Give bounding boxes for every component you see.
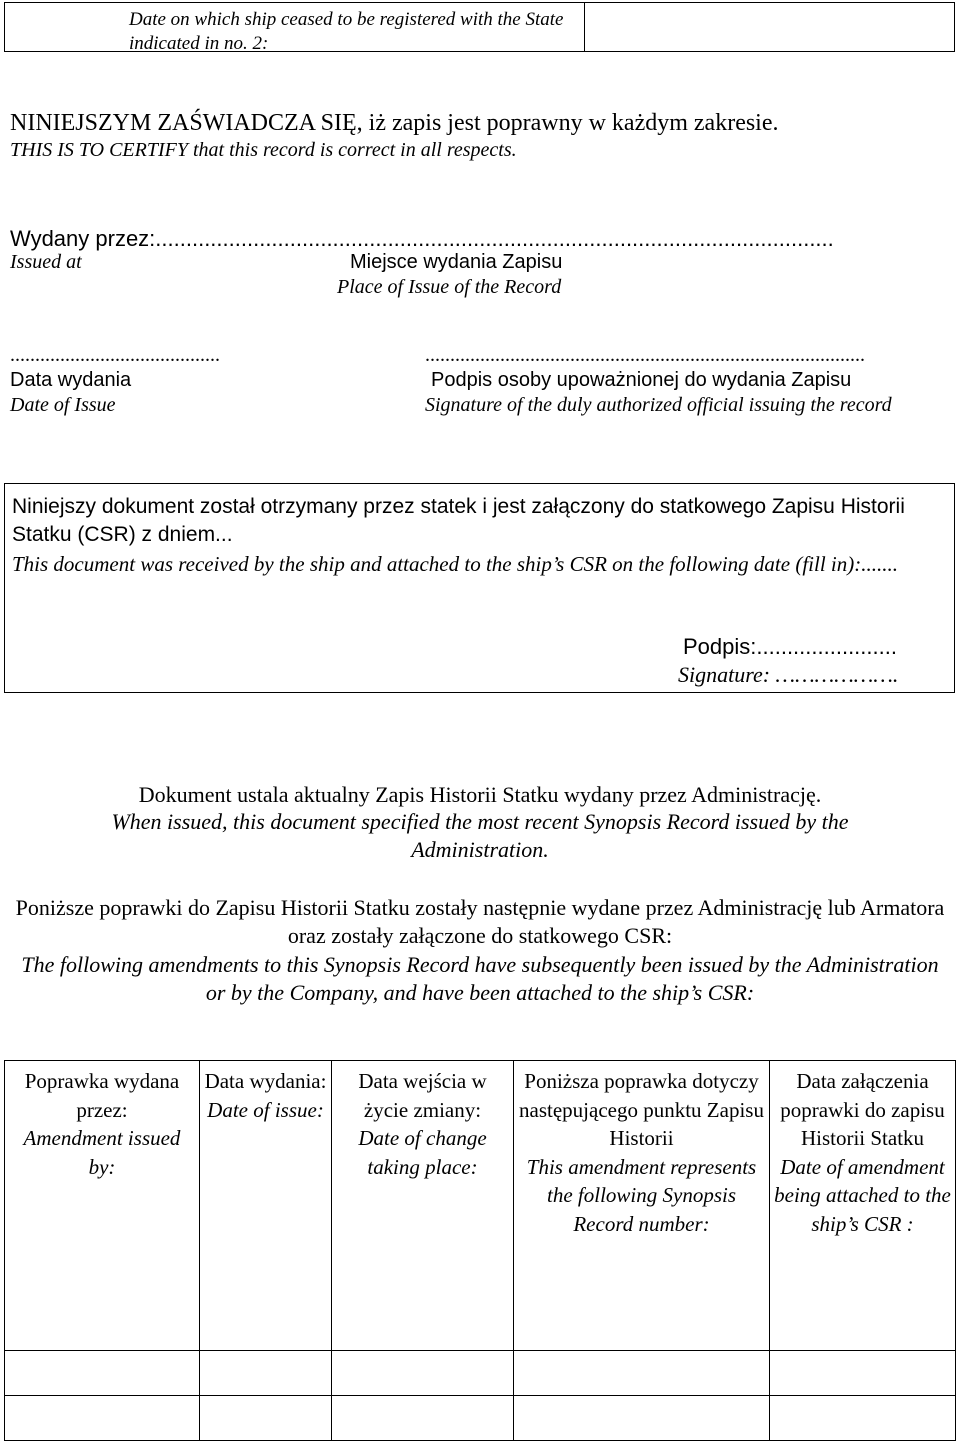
date-of-issue-field: .......................................... bbox=[10, 344, 220, 366]
date-of-issue-label-pl: Data wydania bbox=[10, 369, 132, 391]
amendments-table-header bbox=[5, 1061, 956, 1351]
receipt-signature-en: Signature: ………………. bbox=[678, 662, 899, 687]
signature-label-pl: Podpis osoby upoważnionej do wydania Zapisu bbox=[431, 369, 852, 391]
signature-label-en: Signature of the duly authorized official issuing the record bbox=[425, 394, 892, 416]
column-header-en: Date of change taking place: bbox=[358, 1126, 487, 1179]
ship-ceased-registration-label: Date on which ship ceased to be registered with the State indicated in no. 2: bbox=[129, 9, 564, 54]
table-row bbox=[5, 1351, 956, 1396]
signature-field: ........................................................................................ bbox=[425, 344, 865, 366]
certify-statement-en: THIS IS TO CERTIFY that this record is correct in all respects. bbox=[10, 139, 517, 161]
receipt-statement-pl: Niniejszy dokument został otrzymany przez statek i jest załączony do statkowego Zapisu Historii Statku (CSR) z dniem... bbox=[12, 495, 905, 546]
column-header-en: Date of amendment being attached to the ship’s CSR : bbox=[774, 1154, 951, 1236]
column-header-pl: Data wejścia w życie zmiany: bbox=[358, 1069, 487, 1122]
column-header-en: This amendment represents the following Synopsis Record number: bbox=[526, 1154, 757, 1236]
column-header-amendment-issued-by bbox=[5, 1061, 200, 1351]
column-header-date-of-change bbox=[332, 1061, 514, 1351]
certify-statement-pl: NINIEJSZYM ZAŚWIADCZA SIĘ, iż zapis jest poprawny w każdym zakresie. bbox=[10, 110, 779, 136]
table-row bbox=[5, 1396, 956, 1441]
column-header-en: Amendment issued by: bbox=[23, 1126, 181, 1179]
document-note-en: When issued, this document specified the most recent Synopsis Record issued by the Administration. bbox=[111, 809, 849, 862]
table-cell bbox=[332, 1351, 514, 1396]
column-header-pl: Data wydania: bbox=[204, 1069, 327, 1093]
issued-by-field: Wydany przez:............................................................................................................... bbox=[10, 226, 834, 251]
table-divider bbox=[584, 3, 585, 51]
ship-receipt-box bbox=[4, 483, 955, 693]
column-header-date-attached bbox=[770, 1061, 956, 1351]
table-cell bbox=[514, 1351, 770, 1396]
table-cell bbox=[770, 1351, 956, 1396]
column-header-pl: Poprawka wydana przez: bbox=[24, 1069, 180, 1122]
column-header-date-of-issue bbox=[200, 1061, 332, 1351]
amendments-note-en: The following amendments to this Synopsis Record have subsequently been issued by the Administration or by the Company, and have been attached to the ship’s CSR: bbox=[21, 952, 939, 1005]
column-header-synopsis-record-number bbox=[514, 1061, 770, 1351]
ship-ceased-registration-row bbox=[4, 2, 955, 52]
table-cell bbox=[770, 1396, 956, 1441]
document-note-pl: Dokument ustala aktualny Zapis Historii Statku wydany przez Administrację. bbox=[138, 782, 822, 807]
amendments-table bbox=[4, 1060, 956, 1441]
table-cell bbox=[200, 1351, 332, 1396]
receipt-signature-pl: Podpis:....................... bbox=[683, 634, 897, 659]
place-of-issue-label-pl: Miejsce wydania Zapisu bbox=[350, 251, 563, 273]
column-header-pl: Poniższa poprawka dotyczy następującego punktu Zapisu Historii bbox=[519, 1069, 764, 1150]
place-of-issue-label-en: Place of Issue of the Record bbox=[337, 276, 562, 298]
table-cell bbox=[514, 1396, 770, 1441]
issued-at-label: Issued at bbox=[10, 251, 82, 273]
receipt-statement-en: This document was received by the ship and attached to the ship’s CSR on the following date (fill in):....... bbox=[12, 552, 898, 576]
table-cell bbox=[332, 1396, 514, 1441]
column-header-pl: Data załączenia poprawki do zapisu Historii Statku bbox=[780, 1069, 945, 1150]
amendments-note-pl: Poniższe poprawki do Zapisu Historii Statku zostały następnie wydane przez Administrację lub Armatora oraz zostały załączone do statkowego CSR: bbox=[15, 895, 945, 948]
column-header-en: Date of issue: bbox=[207, 1097, 324, 1122]
table-cell bbox=[200, 1396, 332, 1441]
date-of-issue-label-en: Date of Issue bbox=[10, 394, 116, 416]
table-cell bbox=[5, 1351, 200, 1396]
table-cell bbox=[5, 1396, 200, 1441]
